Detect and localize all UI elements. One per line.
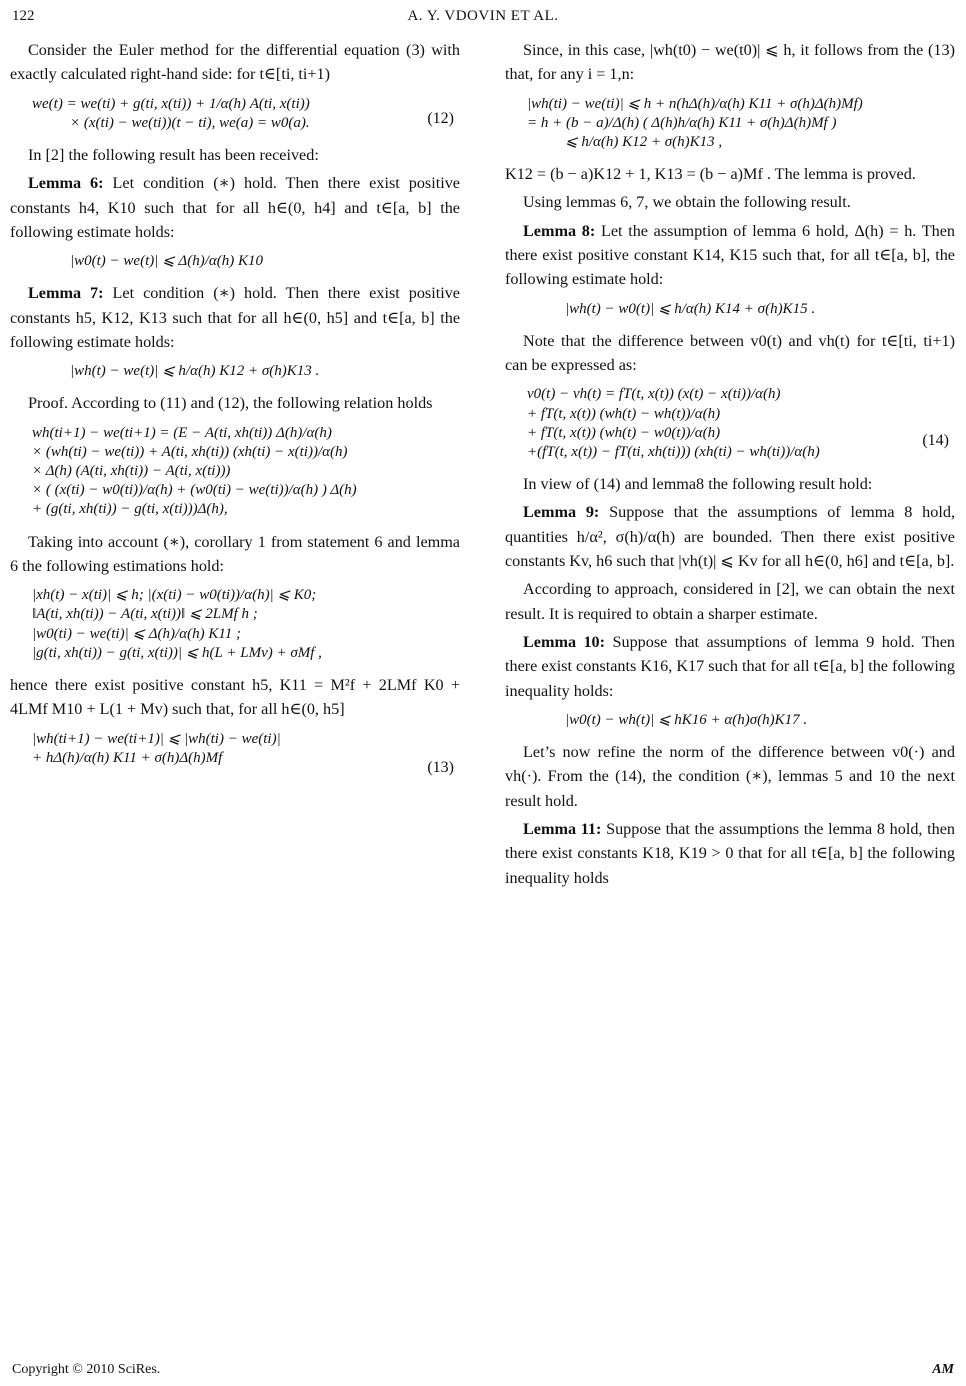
equation-line: +(fT(t, x(t)) − fT(ti, xh(ti))) (xh(ti) − wh(ti))/α(h) — [527, 443, 820, 460]
intro-paragraph: Consider the Euler method for the differential equation (3) with exactly calculated right-hand side: for t∈[ti, ti+1) — [10, 41, 460, 84]
lemma-8 — [505, 219, 955, 292]
lemma-title: Lemma 8: — [523, 221, 596, 240]
equation-line: ‖A(ti, xh(ti)) − A(ti, x(ti))‖ ⩽ 2LMf h ; — [32, 606, 258, 623]
lemma-9 — [505, 500, 955, 573]
equation-line: |wh(t) − we(t)| ⩽ h/α(h) K12 + σ(h)K13 . — [70, 363, 320, 380]
lemma-text: Suppose that the assumptions the lemma 8 hold, then there exist constants K18, K19 > 0 that for all t∈[a, b] the following inequality holds — [505, 819, 955, 887]
equation-line: |g(ti, xh(ti)) − g(ti, x(ti))| ⩽ h(L + LMv) + σMf , — [32, 644, 322, 661]
paragraph: In view of (14) and lemma8 the following result hold: — [523, 475, 873, 494]
equation-lemma10 — [505, 711, 955, 730]
equation-line: |wh(ti+1) − we(ti+1)| ⩽ |wh(ti) − we(ti)| — [32, 730, 281, 747]
equation-lemma6 — [10, 252, 460, 271]
equation-line: × ( (x(ti) − w0(ti))/α(h) + (w0(ti) − we(ti))/α(h) ) Δ(h) — [32, 482, 357, 499]
running-head: A. Y. VDOVIN ET AL. — [407, 8, 559, 24]
equation-line: × Δ(h) (A(ti, xh(ti)) − A(ti, x(ti))) — [32, 463, 231, 480]
right-column — [505, 38, 955, 1338]
equation-line: |w0(ti) − we(ti)| ⩽ Δ(h)/α(h) K11 ; — [32, 625, 241, 642]
equation-line: wh(ti+1) − we(ti+1) = (E − A(ti, xh(ti)) Δ(h)/α(h) — [32, 424, 332, 441]
copyright: Copyright © 2010 SciRes. — [12, 1362, 161, 1377]
paragraph: K12 = (b − a)K12 + 1, K13 = (b − a)Mf . The lemma is proved. — [505, 165, 916, 184]
equation-line: |xh(t) − x(ti)| ⩽ h; |(x(ti) − w0(ti))/α(h)| ⩽ K0; — [32, 587, 317, 604]
equation-line: × (x(ti) − we(ti))(t − ti), we(a) = w0(a). — [70, 114, 310, 131]
equation-line: |wh(ti) − we(ti)| ⩽ h + n(hΔ(h)/α(h) K11 + σ(h)Δ(h)Mf) — [527, 95, 863, 112]
equation-line: v0(t) − vh(t) = fT(t, x(t)) (x(t) − x(ti))/α(h) — [527, 386, 781, 403]
paragraph: Let’s now refine the norm of the difference between v0(·) and vh(·). From the (14), the condition (∗), lemmas 5 and 10 the next result hold. — [505, 743, 955, 810]
equation-line: = h + (b − a)/Δ(h) ( Δ(h)h/α(h) K11 + σ(h)Δ(h)Mf ) — [527, 114, 837, 131]
lemma-7 — [10, 281, 460, 354]
equation-proof — [10, 424, 460, 520]
lemma-10 — [505, 630, 955, 703]
lemma-title: Lemma 10: — [523, 632, 606, 651]
lemma-text: Let the assumption of lemma 6 hold, Δ(h) = h. Then there exist positive constant K14, K15 such that, for all t∈[a, b], the following estimate hold: — [505, 221, 955, 289]
equation-number: (12) — [427, 109, 454, 127]
page-header — [0, 8, 966, 30]
equation-line: + fT(t, x(t)) (wh(t) − w0(t))/α(h) — [527, 424, 721, 441]
equation-line: we(t) = we(ti) + g(ti, x(ti)) + 1/α(h) A(ti, x(ti)) — [32, 95, 310, 112]
equation-14 — [505, 385, 955, 462]
paragraph: Note that the difference between v0(t) and vh(t) for t∈[ti, ti+1) can be expressed as: — [505, 331, 955, 375]
lemma-text: Let condition (∗) hold. Then there exist positive constants h5, K12, K13 such that for all h∈(0, h5] and t∈[a, b] the following estimate holds: — [10, 284, 460, 351]
paragraph: According to approach, considered in [2], we can obtain the next result. It is required to obtain a sharper estimate. — [505, 580, 955, 623]
equation-12 — [10, 95, 460, 133]
equation-line: |w0(t) − wh(t)| ⩽ hK16 + α(h)σ(h)K17 . — [565, 711, 808, 728]
paragraph: Since, in this case, |wh(t0) − we(t0)| ⩽ h, it follows from the (13) that, for any i = 1,n: — [505, 41, 955, 84]
equation-estimates — [10, 586, 460, 663]
equation-bound — [505, 95, 955, 153]
lemma-text: Let condition (∗) hold. Then there exist positive constants h4, K10 such that for all h∈(0, h4] and t∈[a, b] the following estimate holds: — [10, 174, 460, 241]
equation-13 — [10, 730, 460, 776]
equation-line: × (wh(ti) − we(ti)) + A(ti, xh(ti)) (xh(ti) − x(ti))/α(h) — [32, 443, 348, 460]
equation-line: ⩽ h/α(h) K12 + σ(h)K13 , — [565, 133, 723, 150]
proof-paragraph: Proof. According to (11) and (12), the following relation holds — [28, 394, 433, 413]
paragraph: In [2] the following result has been received: — [28, 145, 319, 164]
lemma-6 — [10, 171, 460, 244]
journal-abbrev: AM — [932, 1362, 954, 1377]
equation-line: + fT(t, x(t)) (wh(t) − wh(t))/α(h) — [527, 405, 721, 422]
lemma-text: Suppose that assumptions of lemma 9 hold. Then there exist constants K16, K17 such that for all t∈[a, b] the following inequality holds: — [505, 632, 955, 700]
lemma-title: Lemma 9: — [523, 503, 600, 522]
lemma-11 — [505, 817, 955, 890]
paragraph: Using lemmas 6, 7, we obtain the following result. — [523, 193, 851, 212]
lemma-title: Lemma 11: — [523, 819, 602, 838]
equation-line: + (g(ti, xh(ti)) − g(ti, x(ti)))Δ(h), — [32, 501, 228, 518]
page-footer — [0, 1362, 966, 1382]
page-number: 122 — [12, 8, 35, 24]
paragraph: hence there exist positive constant h5, K11 = M²f + 2LMf K0 + 4LMf M10 + L(1 + Mv) such that, for all h∈(0, h5] — [10, 676, 460, 719]
equation-number: (14) — [922, 432, 949, 450]
lemma-title: Lemma 6: — [28, 174, 104, 193]
equation-line: |w0(t) − we(t)| ⩽ Δ(h)/α(h) K10 — [70, 253, 264, 270]
paragraph: Taking into account (∗), corollary 1 from statement 6 and lemma 6 the following estimations hold: — [10, 532, 460, 575]
equation-line: + hΔ(h)/α(h) K11 + σ(h)Δ(h)Mf — [32, 749, 223, 766]
equation-line: |wh(t) − w0(t)| ⩽ h/α(h) K14 + σ(h)K15 . — [565, 300, 816, 317]
lemma-title: Lemma 7: — [28, 284, 104, 303]
lemma-text: Suppose that the assumptions of lemma 8 hold, quantities h/α², σ(h)/α(h) are bounded. Then there exist positive constants Kv, h6 such that |vh(t)| ⩽ Kv for all h∈(0, h6] and t∈[a, b]. — [505, 503, 955, 571]
equation-number: (13) — [427, 758, 454, 776]
equation-lemma8 — [505, 300, 955, 319]
equation-lemma7 — [10, 362, 460, 381]
left-column — [10, 38, 460, 1338]
